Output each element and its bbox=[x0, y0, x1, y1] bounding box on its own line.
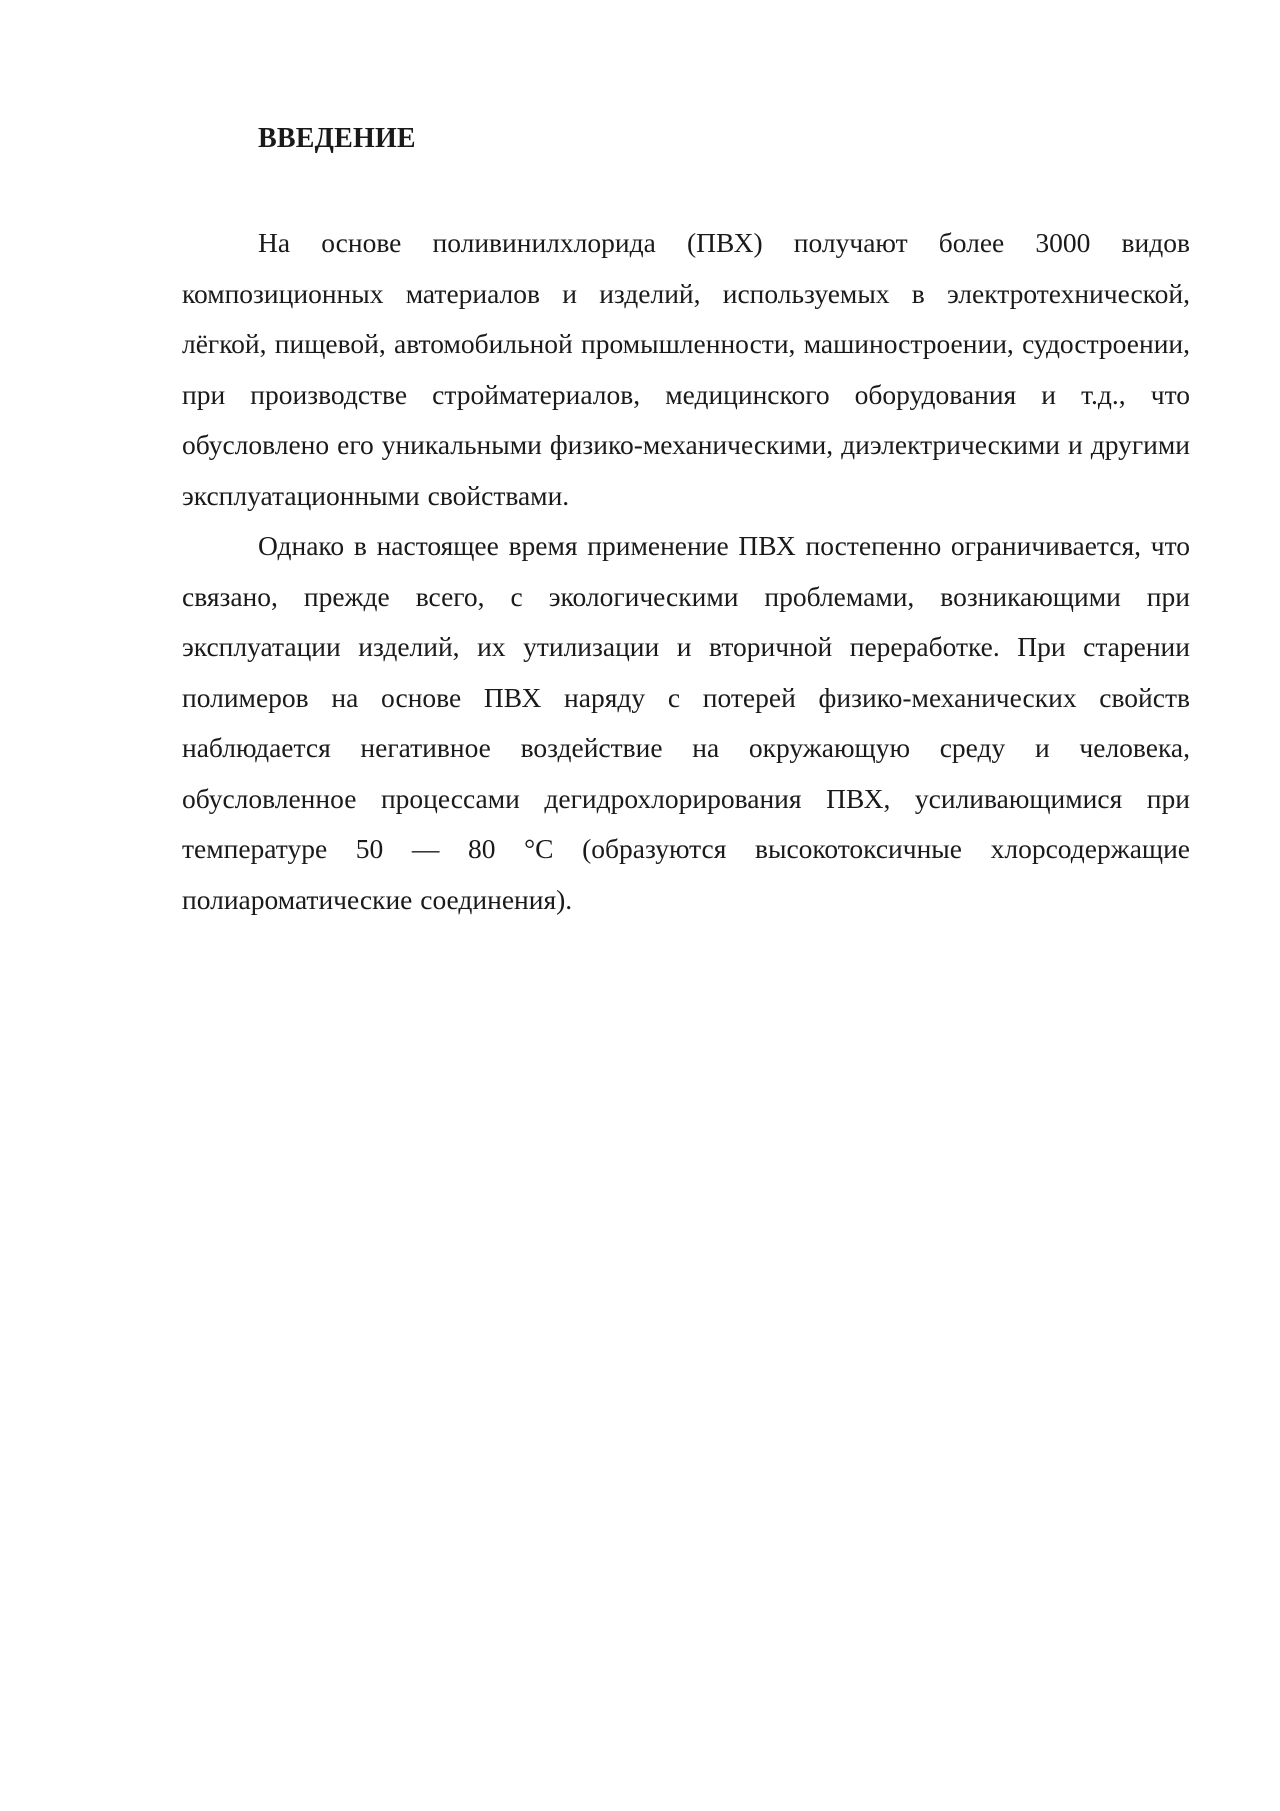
section-heading: ВВЕДЕНИЕ bbox=[258, 123, 416, 154]
paragraph: На основе поливинилхлорида (ПВХ) получают более 3000 видов композиционных материалов и изделий, используемых в электротехнической, лёгкой, пищевой, автомобильной промышленности, машиностроении, судостроении, при производстве стройматериалов, медицинского оборудования и т.д., что обусловлено его уникальными физико-механическими, диэлектрическими и другими эксплуатационными свойствами. bbox=[182, 227, 1190, 511]
document-body bbox=[182, 118, 1190, 925]
paragraph: Однако в настоящее время применение ПВХ постепенно ограничивается, что связано, прежде всего, с экологическими проблемами, возникающими при эксплуатации изделий, их утилизации и вторичной переработке. При старении полимеров на основе ПВХ наряду с потерей физико-механических свойств наблюдается негативное воздействие на окружающую среду и человека, обусловленное процессами дегидрохлорирования ПВХ, усиливающимися при температуре 50 — 80 °С (образуются высокотоксичные хлорсодержащие полиароматические соединения). bbox=[182, 530, 1190, 915]
